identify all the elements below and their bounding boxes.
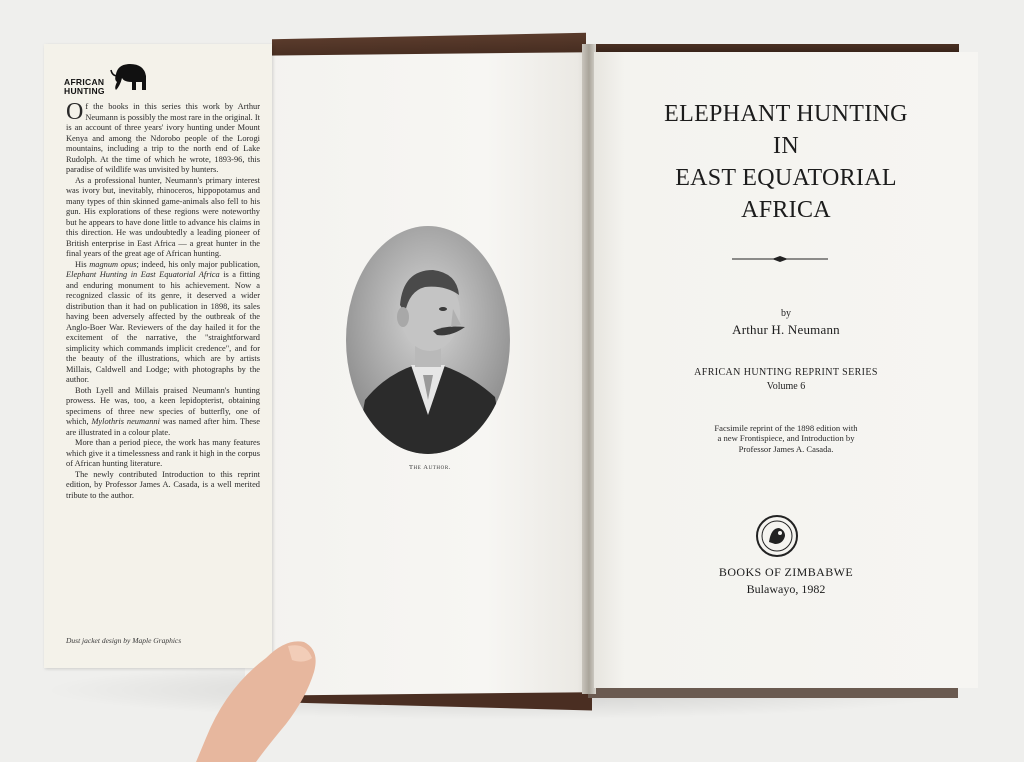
title-line-1: ELEPHANT HUNTING bbox=[664, 101, 908, 127]
title-ornament-rule bbox=[732, 253, 828, 265]
drop-cap: O bbox=[66, 99, 84, 125]
book-title bbox=[594, 98, 978, 226]
title-line-3: EAST EQUATORIAL bbox=[675, 165, 897, 191]
flap-p4-b: was named after him. These are illustrated in a colour plate. bbox=[66, 417, 261, 437]
flap-p3-title: Elephant Hunting in East Equatorial Africa bbox=[66, 270, 220, 279]
author-name: Arthur H. Neumann bbox=[732, 322, 840, 337]
publisher-name: BOOKS OF ZIMBABWE bbox=[718, 565, 854, 579]
flap-paragraph-4 bbox=[66, 386, 260, 439]
series-logo bbox=[64, 60, 164, 100]
series-name: AFRICAN HUNTING REPRINT SERIES bbox=[694, 367, 878, 378]
flap-p3-a: His bbox=[75, 259, 90, 269]
series-logo-text: AFRICAN HUNTING bbox=[64, 77, 105, 96]
flap-p4-species: Mylothris neumanni bbox=[91, 417, 160, 426]
flap-p3-c: is a fitting and enduring monument to his achievement. Now a recognized classic of its genre, it deserved a wider distribution than it had on publication in 1898, its sales having been adversely affected by the outbreak of the Anglo-Boer War. Reviewers of the day hailed it for the excitement of the narrative, the "straightforward simplicity which commands implicit credence", and for the beauty of the illustrations, which are by artists Millais, Caldwell and Lodge; with photographs by the author. bbox=[66, 270, 260, 384]
flap-p3-b: ; indeed, his only major publication, bbox=[136, 259, 261, 269]
flap-paragraph-2: As a professional hunter, Neumann's primary interest was ivory but, inevitably, rhinoceros, hippopotamus and many types of thin skinned game-animals also fell to his gun. His explorations of these regions were noteworthy but he appears to have done little to advance his claims in this direction. He was undoubtedly a leading pioneer of British enterprise in East Africa — a great hunter in the final years of the great age of African hunting. bbox=[66, 175, 260, 258]
publication-place-year: Bulawayo, 1982 bbox=[746, 582, 826, 596]
facsimile-note bbox=[594, 423, 978, 454]
title-line-4: AFRICA bbox=[741, 197, 831, 223]
by-label: by bbox=[781, 308, 791, 319]
author-portrait bbox=[345, 225, 511, 455]
flap-paragraph-5: More than a period piece, the work has many features which give it a timelessness and rank it high in the corpus of African hunting literature. bbox=[66, 438, 260, 468]
flap-blurb bbox=[66, 99, 261, 501]
flap-p4-a: Both Lyell and Millais praised Neumann's hunting prowess. He was, too, a keen lepidopterist, obtaining specimens of three new species of butterfly, one of which, bbox=[66, 385, 260, 426]
thumb bbox=[196, 628, 336, 762]
flap-paragraph-3 bbox=[66, 260, 260, 386]
jacket-design-credit: Dust jacket design by Maple Graphics bbox=[66, 636, 182, 645]
elephant-icon bbox=[110, 60, 150, 96]
volume-number: Volume 6 bbox=[766, 381, 806, 392]
flap-p1-text: f the books in this series this work by Arthur Neumann is possibly the most rare in the original. It is an account of three years' ivory hunting under Mount Kenya and among the Ndorobo people of the Lorogi mountains, including a trip to the north end of Lake Rudolph. At the time of which he wrote, 1893-96, this paradise of wildlife was unvisited by hunters. bbox=[66, 102, 260, 174]
dust-jacket-flap bbox=[44, 44, 272, 668]
title-line-2: IN bbox=[773, 133, 799, 159]
facsimile-line-3: Professor James A. Casada. bbox=[738, 443, 834, 454]
facsimile-line-1: Facsimile reprint of the 1898 edition with bbox=[714, 423, 858, 433]
facsimile-line-2: a new Frontispiece, and Introduction by bbox=[717, 433, 855, 444]
publisher-emblem-icon bbox=[755, 514, 799, 558]
flap-paragraph-1 bbox=[66, 99, 260, 176]
flap-paragraph-6: The newly contributed Introduction to this reprint edition, by Professor James A. Casada, is a well merited tribute to the author. bbox=[66, 469, 260, 500]
flap-p3-magnum: magnum opus bbox=[89, 259, 137, 269]
portrait-caption: The Author. bbox=[408, 464, 452, 471]
